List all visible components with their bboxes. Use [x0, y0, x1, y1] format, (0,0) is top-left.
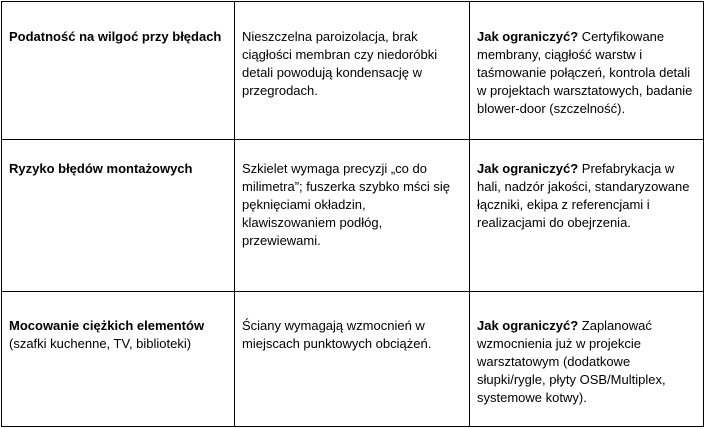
mitigation-cell: [470, 292, 704, 427]
description-cell: [235, 292, 470, 427]
risk-cell: [2, 140, 235, 292]
table-row: [2, 292, 704, 427]
mitigation-text: Zaplanować wzmocnienia już w projekcie warsztatowym (dodatkowe słupki/rygle, płyty OSB/Multiplex, systemowe kotwy).: [477, 318, 666, 405]
risk-description: Ściany wymagają wzmocnień w miejscach punktowych obciążeń.: [242, 318, 432, 351]
risk-description: Nieszczelna paroizolacja, brak ciągłości membran czy niedoróbki detali powodują kondensację w przegrodach.: [242, 29, 438, 98]
risk-title: Podatność na wilgoć przy błędach: [9, 29, 222, 44]
description-cell: [235, 140, 470, 292]
table-row: [2, 140, 704, 292]
risk-description: Szkielet wymaga precyzji „co do milimetra”; fuszerka szybko mści się pęknięciami okładzin, klawiszowaniem podłóg, przewiewami.: [242, 161, 451, 248]
mitigation-label: Jak ograniczyć?: [477, 161, 579, 176]
table-row: [2, 2, 704, 140]
description-cell: [235, 2, 470, 140]
risk-title: Ryzyko błędów montażowych: [9, 161, 193, 176]
risk-subtitle: (szafki kuchenne, TV, biblioteki): [9, 336, 192, 351]
risk-cell: [2, 292, 235, 427]
risk-table: [1, 1, 704, 427]
mitigation-text: Prefabrykacja w hali, nadzór jakości, standaryzowane łączniki, ekipa z referencjami i realizacjami do obejrzenia.: [477, 161, 690, 230]
mitigation-label: Jak ograniczyć?: [477, 29, 579, 44]
risk-cell: [2, 2, 235, 140]
mitigation-cell: [470, 2, 704, 140]
mitigation-label: Jak ograniczyć?: [477, 318, 579, 333]
mitigation-text: Certyfikowane membrany, ciągłość warstw i taśmowanie połączeń, kontrola detali w projektach warsztatowych, badanie blower-door (szczelność).: [477, 29, 693, 116]
mitigation-cell: [470, 140, 704, 292]
risk-title: Mocowanie ciężkich elementów: [9, 318, 205, 333]
